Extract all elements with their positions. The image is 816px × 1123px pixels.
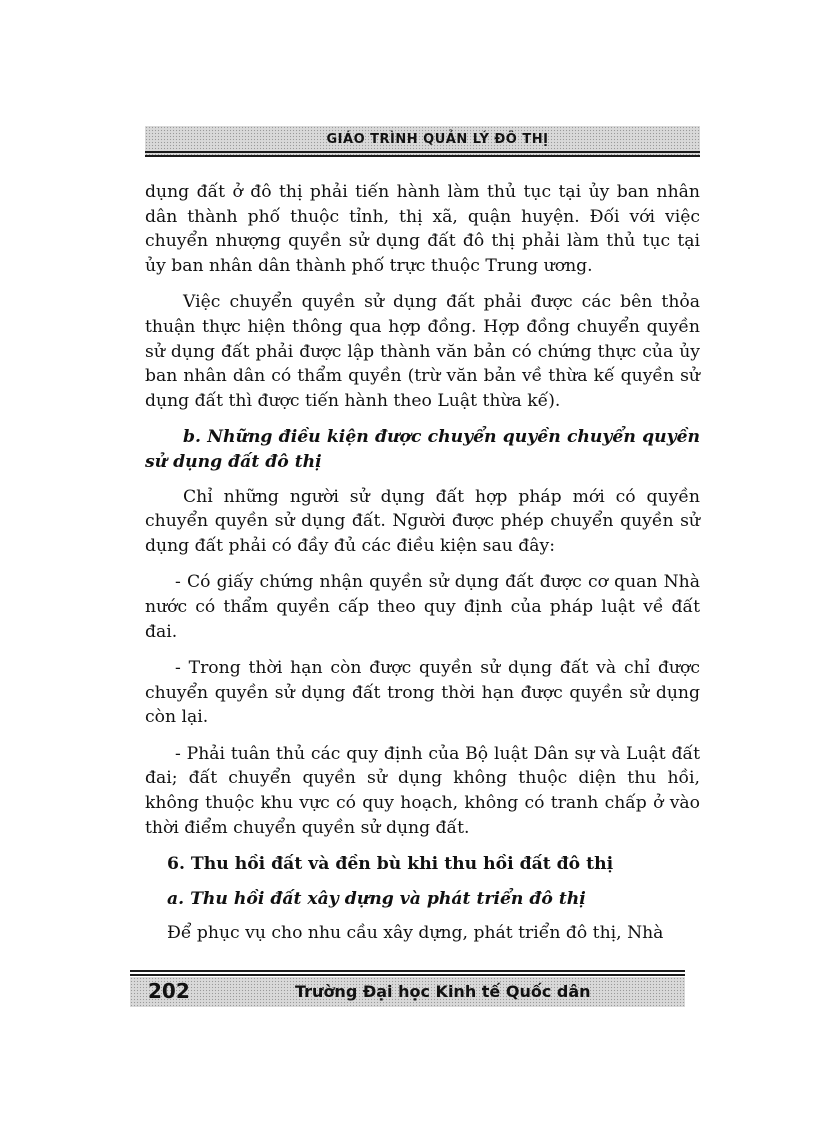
body-text xyxy=(145,180,700,958)
subheading-b: b. Những điều kiện được chuyển quyền chuyển quyền sử dụng đất đô thị xyxy=(145,427,700,472)
paragraph-continuation: dụng đất ở đô thị phải tiến hành làm thủ tục tại ủy ban nhân dân thành phố thuộc tỉnh, thị xã, quận huyện. Đối với việc chuyển nhượng quyền sử dụng đất đô thị phải làm thủ tục tại ủy ban nhân dân thành phố trực thuộc Trung ương. xyxy=(145,182,700,276)
condition-item-3: - Phải tuân thủ các quy định của Bộ luật Dân sự và Luật đất đai; đất chuyển quyền sử dụng không thuộc diện thu hồi, không thuộc khu vực có quy hoạch, không có tranh chấp ở vào thời điểm chuyển quyền sử dụng đất. xyxy=(145,743,700,838)
footer-rule-double xyxy=(130,974,685,976)
running-header-title: GIÁO TRÌNH QUẢN LÝ ĐÔ THỊ xyxy=(326,132,549,147)
paragraph-transfer-contract: Việc chuyển quyền sử dụng đất phải được các bên thỏa thuận thực hiện thông qua hợp đồng. Hợp đồng chuyển quyền sử dụng đất phải được lập thành văn bản có chứng thực của ủy ban nhân dân có thẩm quyền (trừ văn bản về thừa kế quyền sử dụng đất thì được tiến hành theo Luật thừa kế). xyxy=(145,292,700,411)
subheading-a: a. Thu hồi đất xây dựng và phát triển đô thị xyxy=(167,888,586,909)
condition-item-2: - Trong thời hạn còn được quyền sử dụng đất và chỉ được chuyển quyền sử dụng đất trong thời hạn được quyền sử dụng còn lại. xyxy=(145,658,700,728)
header-rule xyxy=(145,151,700,153)
paragraph-conditions-intro: Chỉ những người sử dụng đất hợp pháp mới có quyền chuyển quyền sử dụng đất. Người được phép chuyển quyền sử dụng đất phải có đầy đủ các điều kiện sau đây: xyxy=(145,486,700,556)
header-rule-double xyxy=(145,155,700,157)
page-number: 202 xyxy=(148,979,190,1003)
condition-item-1: - Có giấy chứng nhận quyền sử dụng đất được cơ quan Nhà nước có thẩm quyền cấp theo quy định của pháp luật về đất đai. xyxy=(145,572,700,642)
paragraph-land-recovery: Để phục vụ cho nhu cầu xây dựng, phát triển đô thị, Nhà xyxy=(167,923,664,944)
footer-institution: Trường Đại học Kinh tế Quốc dân xyxy=(295,982,591,1001)
section-heading-6: 6. Thu hồi đất và đền bù khi thu hồi đất đô thị xyxy=(167,854,614,875)
footer-rule xyxy=(130,970,685,972)
